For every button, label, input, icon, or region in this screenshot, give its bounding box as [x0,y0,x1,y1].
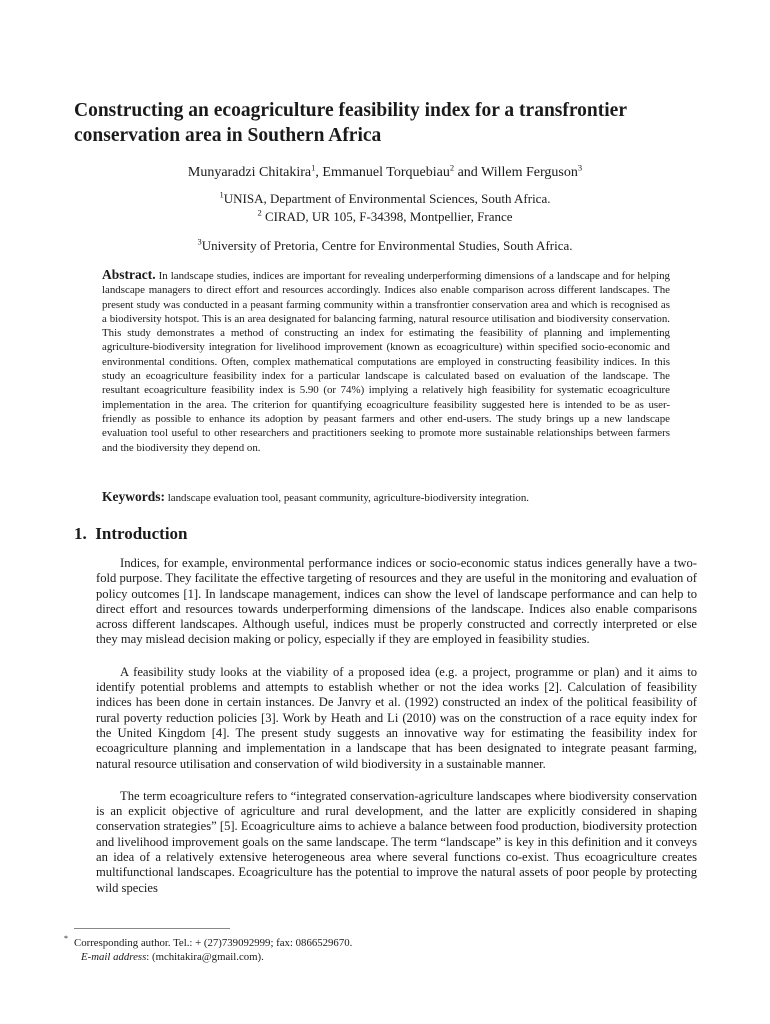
keywords-label: Keywords: [102,489,165,504]
affiliation-text: UNISA, Department of Environmental Sciences, South Africa. [223,191,551,206]
footnote-contact: Corresponding author. Tel.: + (27)739092999; fax: 0866529670. [74,937,353,949]
affiliation [0,208,770,225]
footnote-divider [74,928,230,929]
abstract-text: In landscape studies, indices are important for revealing underperforming dimensions of a landscape and for helping landscape managers to direct effort and resources accordingly. Indices also enable comparison across different landscapes. The present study was conducted in a peasant farming community within a transfrontier conservation area and which is recognised as a biodiversity hotspot. This is an area designated for balancing farming, natural resource utilisation and biodiversity conservation. This study demonstrates a method of constructing an index for estimating the feasibility of planning and implementing agriculture-biodiversity integration for livelihood improvement (known as ecoagriculture) within specified socio-economic and environmental conditions. Often, complex mathematical computations are employed in constructing feasibility indices. In this study an ecoagriculture feasibility index for a particular landscape is calculated based on evaluation of the landscape. The resultant ecoagriculture feasibility index is 5.90 (or 74%) implying a relatively high feasibility for systematic ecoagriculture implementation in the area. The criterion for quantifying ecoagriculture feasibility suggested here is intended to be as user-friendly as possible to enhance its adoption by peasant farmers and other end-users. The study brings up a new landscape evaluation tool useful to other researchers and practitioners seeking to promote more sustainable relationships between farmers and the biodiversity they depend on. [102,270,670,454]
author-separator: , [315,165,323,180]
footnote [64,936,684,964]
footnote-line [64,950,684,964]
section-number: 1. [74,524,87,543]
abstract-label: Abstract. [102,267,156,282]
author-name: Emmanuel Torquebiau [322,165,450,180]
paper-title: Constructing an ecoagriculture feasibility index for a transfrontier conservation area in Southern Africa [74,100,627,146]
author-list [0,164,770,182]
affiliation-text: University of Pretoria, Centre for Environmental Studies, South Africa. [201,238,573,253]
author-separator: and [454,165,482,180]
affiliation-mark: 2 [257,207,262,218]
section-body [96,556,697,913]
email-label: E-mail address [81,951,147,963]
abstract [102,268,670,455]
affiliation-mark: 3 [197,236,202,247]
section-heading [74,523,188,545]
footnote-mark: * [64,934,68,944]
keywords-text: landscape evaluation tool, peasant community, agriculture-biodiversity integration. [167,492,530,504]
keywords [102,489,702,506]
affiliation [0,190,770,207]
section-title: Introduction [95,524,188,543]
body-paragraph: The term ecoagriculture refers to “integrated conservation-agriculture landscapes where biodiversity conservation is an explicit objective of agriculture and rural development, and the latter are explicitly considered in shaping conservation strategies” [5]. Ecoagriculture aims to achieve a balance between food production, biodiversity protection and livelihood improvement goals on the same landscape. The term “landscape” is key in this definition and it conveys an idea of a relatively extensive heterogeneous area where several functions co-exist. Thus ecoagriculture creates multifunctional landscapes. Ecoagriculture has the potential to improve the natural assets of poor people by protecting wild species [96,788,697,895]
author-name: Munyaradzi Chitakira [187,165,312,180]
footnote-line [64,936,684,950]
email-value: : (mchitakira@gmail.com). [146,951,264,963]
body-paragraph: Indices, for example, environmental performance indices or socio-economic status indices generally have a two-fold purpose. They facilitate the effective targeting of resources and they are useful in the monitoring and evaluation of policy outcomes [1]. In landscape management, indices can show the level of landscape performance and can help to direct effort and resources towards underperforming dimensions of the landscape. Indices also enable comparisons across different landscapes. Although useful, indices must be properly constructed and correctly interpreted or else they may mislead decision making or policy, especially if they are employed in feasibility studies. [96,556,697,647]
author-name: Willem Ferguson [481,165,578,180]
affiliation [0,237,770,254]
body-paragraph: A feasibility study looks at the viability of a proposed idea (e.g. a project, programme or plan) and it aims to identify potential problems and attempts to establish whether or not the idea works [2]. Calculation of feasibility indices has been done in certain instances. De Janvry et al. (1992) constructed an index of the political feasibility of rural poverty reduction policies [3]. Work by Heath and Li (2010) was on the construction of a race equity index for the United Kingdom [4]. The present study suggests an innovative way for estimating the feasibility index for ecoagriculture planning and implementation in a landscape that has been designated to integrate peasant farming, natural resource utilisation and conservation of wild biodiversity in a sustainable manner. [96,664,697,771]
author-affiliation-mark: 1 [311,162,316,173]
author-affiliation-mark: 2 [449,162,455,173]
author-affiliation-mark: 3 [577,162,583,173]
affiliation-mark: 1 [219,189,224,200]
affiliation-text: CIRAD, UR 105, F-34398, Montpellier, France [261,209,513,224]
